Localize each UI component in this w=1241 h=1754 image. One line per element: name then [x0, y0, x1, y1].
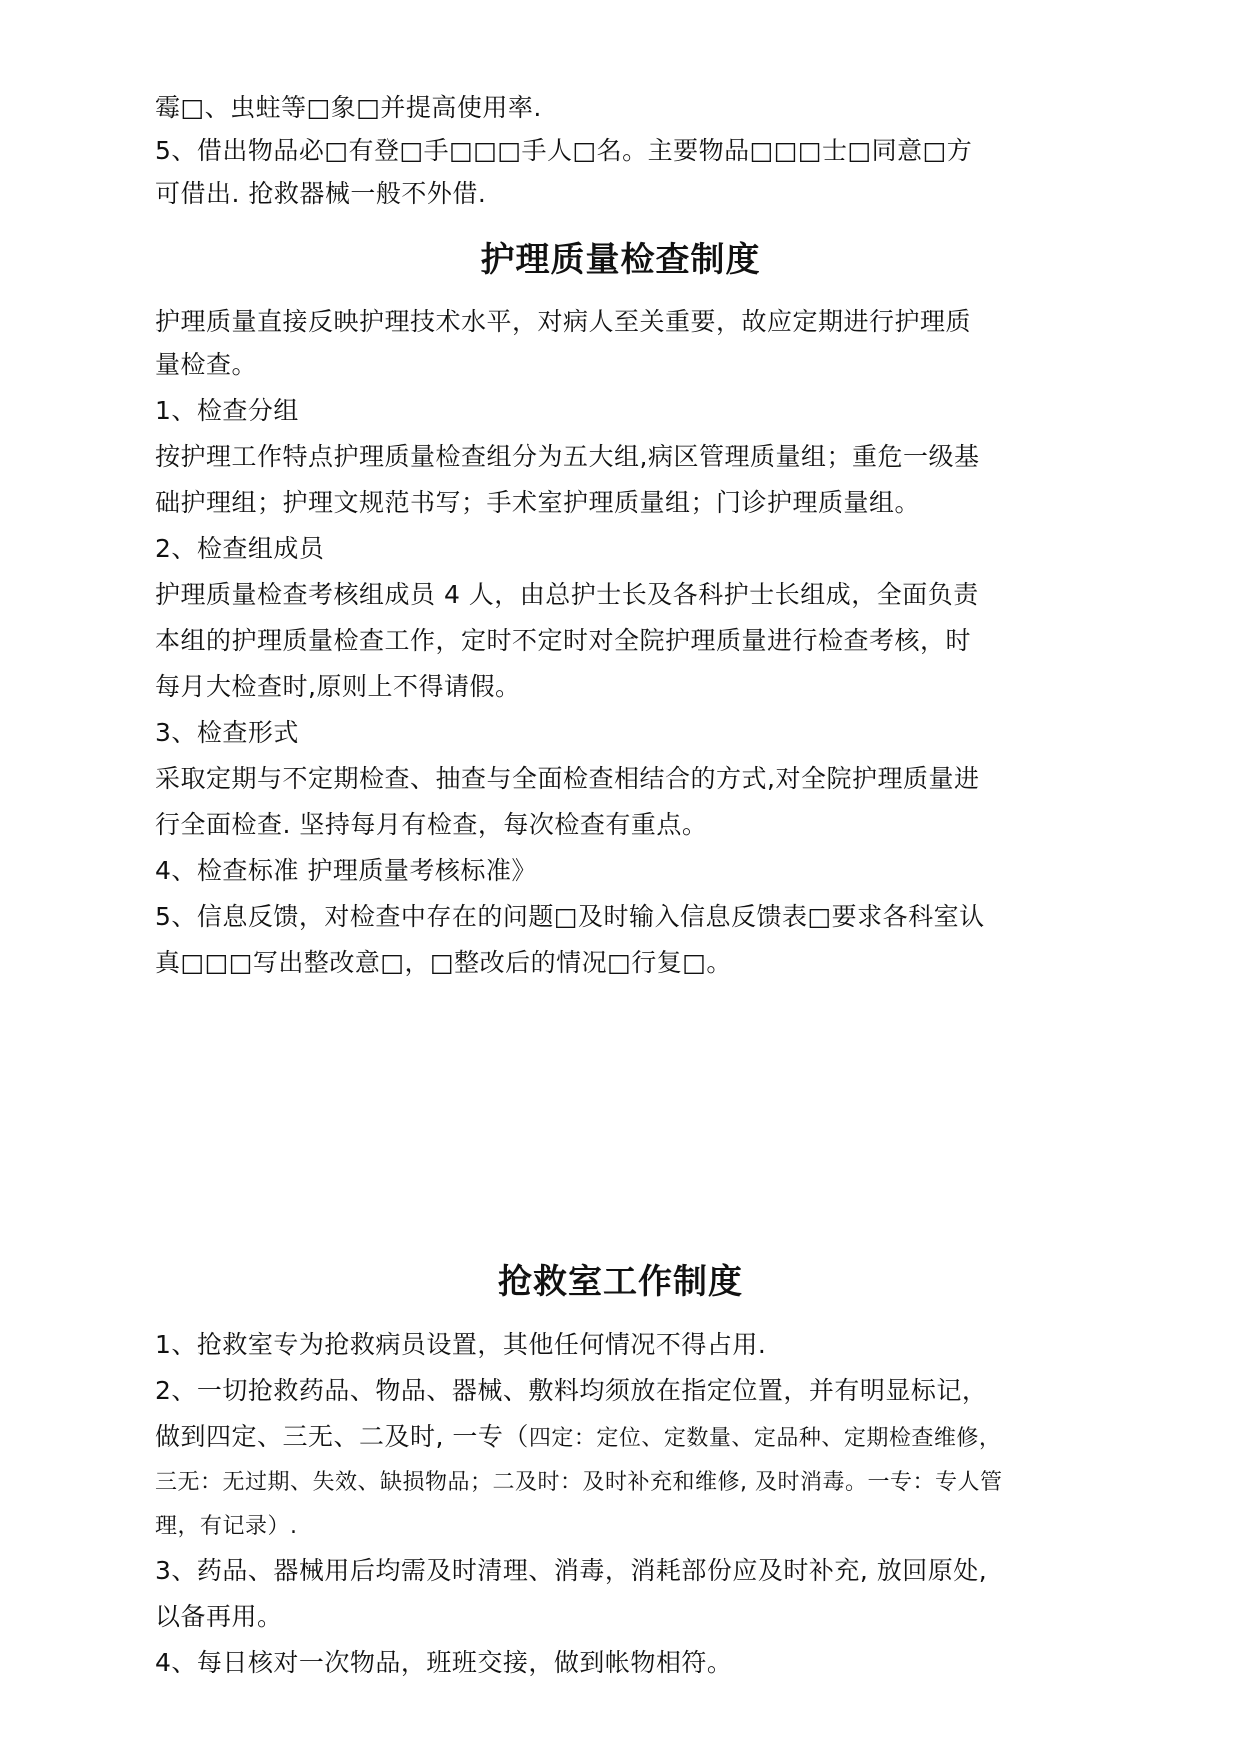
section-title-rescue-room: 抢救室工作制度 — [498, 1262, 743, 1302]
text-line: 2、一切抢救药品、物品、器械、敷料均须放在指定位置，并有明显标记， — [155, 1376, 988, 1405]
text-line: 以备再用。 — [155, 1602, 283, 1631]
text-line: 本组的护理质量检查工作，定时不定时对全院护理质量进行检查考核，时 — [155, 626, 972, 655]
text-line: 采取定期与不定期检查、抽查与全面检查相结合的方式,对全院护理质量进 — [155, 764, 980, 793]
text-small: 四定：定位、定数量、定品种、定期检查维修， — [528, 1426, 1002, 1451]
text-line: 行全面检查. 坚持每月有检查，每次检查有重点。 — [155, 810, 708, 839]
text-line: 可借出. 抢救器械一般不外借. — [155, 179, 487, 208]
text-line: 每月大检查时,原则上不得请假。 — [155, 672, 521, 701]
text-line: 5、信息反馈，对检查中存在的问题□及时输入信息反馈表□要求各科室认 — [155, 902, 985, 931]
text-line: 真□□□写出整改意□，□整改后的情况□行复□。 — [155, 948, 732, 977]
text-line: 霉□、虫蛀等□象□并提高使用率. — [155, 93, 542, 122]
text-line: 1、抢救室专为抢救病员设置，其他任何情况不得占用. — [155, 1330, 767, 1359]
text-line: 护理质量检查考核组成员 4 人，由总护士长及各科护士长组成，全面负责 — [155, 580, 979, 609]
text-line: 3、检查形式 — [155, 718, 299, 747]
text-line: 1、检查分组 — [155, 396, 299, 425]
text-line — [155, 1422, 1001, 1454]
text-line: 按护理工作特点护理质量检查组分为五大组,病区管理质量组；重危一级基 — [155, 442, 980, 471]
text-main: 做到四定、三无、二及时, 一专（ — [155, 1422, 529, 1451]
text-line: 础护理组；护理文规范书写；手术室护理质量组；门诊护理质量组。 — [155, 488, 921, 517]
text-line-small: 三无：无过期、失效、缺损物品；二及时：及时补充和维修, 及时消毒。一专：专人管 — [155, 1470, 1003, 1495]
text-line-small: 理，有记录）. — [155, 1514, 298, 1539]
text-line: 4、每日核对一次物品，班班交接，做到帐物相符。 — [155, 1648, 733, 1677]
text-line: 护理质量直接反映护理技术水平，对病人至关重要，故应定期进行护理质 — [155, 307, 972, 336]
text-line: 2、检查组成员 — [155, 534, 325, 563]
text-line: 3、药品、器械用后均需及时清理、消毒，消耗部份应及时补充, 放回原处, — [155, 1556, 988, 1585]
text-line: 量检查。 — [155, 350, 258, 379]
text-line: 4、检查标准 护理质量考核标准》 — [155, 856, 537, 885]
text-line: 5、借出物品必□有登□手□□□手人□名。主要物品□□□士□同意□方 — [155, 136, 973, 165]
section-title-quality-inspection: 护理质量检查制度 — [480, 240, 761, 280]
